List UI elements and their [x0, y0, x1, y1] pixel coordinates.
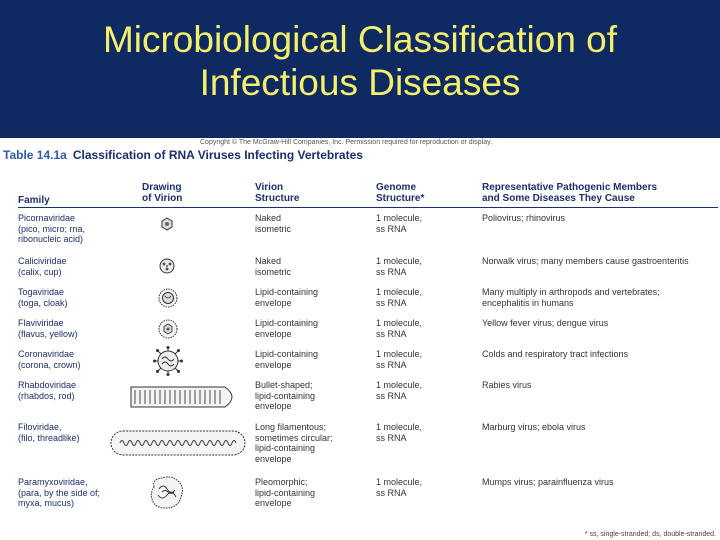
- genome-text: 1 molecule,: [376, 477, 423, 487]
- genome-cell: [376, 256, 422, 277]
- virion-text: Lipid-containing: [255, 349, 319, 359]
- genome-text: ss RNA: [376, 359, 407, 370]
- enveloped-virion-icon: [158, 288, 178, 313]
- virion-text: Lipid-containing: [255, 318, 319, 328]
- virion-cell: [255, 287, 318, 308]
- virion-text: sometimes circular;: [255, 432, 333, 443]
- header-family-label: Family: [18, 195, 50, 206]
- family-etymology: (pico, micro; rna,: [18, 223, 86, 234]
- table-number: Table 14.1a: [3, 148, 67, 162]
- header-drawing-line-1: Drawing: [142, 182, 182, 193]
- members-text: Rabies virus: [482, 380, 532, 390]
- virion-text: envelope: [255, 297, 292, 308]
- members-text: Marburg virus; ebola virus: [482, 422, 586, 432]
- genome-text: ss RNA: [376, 328, 407, 339]
- slide-title-line-2: Infectious Diseases: [199, 62, 521, 103]
- genome-text: ss RNA: [376, 266, 407, 277]
- family-name: Rhabdoviridae: [18, 380, 77, 390]
- family-etymology: myxa, mucus): [18, 498, 75, 508]
- virion-text: envelope: [255, 401, 292, 411]
- family-etymology: (flavus, yellow): [18, 328, 78, 339]
- genome-text: 1 molecule,: [376, 422, 423, 432]
- members-text: Mumps virus; parainfluenza virus: [482, 477, 614, 487]
- genome-cell: [376, 318, 422, 339]
- members-cell: [482, 349, 628, 360]
- family-etymology: (toga, cloak): [18, 297, 68, 308]
- title-band: [0, 0, 720, 138]
- members-text: encephalitis in humans: [482, 297, 574, 308]
- genome-text: ss RNA: [376, 432, 407, 443]
- virion-text: envelope: [255, 453, 292, 464]
- members-cell: [482, 380, 532, 391]
- virion-text: envelope: [255, 328, 292, 339]
- family-name: Filoviridae,: [18, 422, 62, 432]
- genome-text: 1 molecule,: [376, 318, 423, 328]
- genome-text: 1 molecule,: [376, 256, 423, 266]
- genome-text: 1 molecule,: [376, 380, 423, 390]
- genome-cell: [376, 349, 422, 370]
- members-cell: [482, 318, 608, 329]
- virion-cell: [255, 380, 315, 412]
- virion-text: isometric: [255, 223, 292, 234]
- virion-text: lipid-containing: [255, 390, 316, 401]
- members-text: Colds and respiratory tract infections: [482, 349, 629, 359]
- header-genome-line-2: Structure*: [376, 193, 425, 204]
- family-cell: [18, 213, 85, 245]
- virion-cell: [255, 477, 315, 509]
- genome-cell: [376, 380, 422, 401]
- genome-text: 1 molecule,: [376, 213, 423, 223]
- header-members-line-1: Representative Pathogenic Members: [482, 182, 658, 193]
- enveloped-virion-icon: [158, 319, 178, 344]
- virion-cell: [255, 349, 318, 370]
- family-cell: [18, 349, 81, 370]
- cupped-isometric-virion-icon: [159, 258, 175, 279]
- copyright-notice: Copyright © The McGraw-Hill Companies, Inc. Permission required for reproduction or display.: [200, 139, 493, 146]
- virion-cell: [255, 422, 333, 464]
- table-caption: [3, 148, 363, 162]
- header-rule: [18, 207, 718, 208]
- genome-text: 1 molecule,: [376, 349, 423, 359]
- genome-text: ss RNA: [376, 223, 407, 234]
- family-cell: [18, 318, 78, 339]
- virion-text: envelope: [255, 498, 292, 508]
- genome-text: ss RNA: [376, 297, 407, 308]
- virion-text: lipid-containing: [255, 487, 316, 498]
- genome-cell: [376, 213, 422, 234]
- virion-text: lipid-containing: [255, 443, 316, 453]
- header-virion: [255, 182, 299, 204]
- table-footnote: * ss, single-stranded; ds, double-stranded.: [584, 531, 716, 538]
- members-cell: [482, 477, 614, 488]
- virion-text: envelope: [255, 359, 292, 370]
- family-cell: [18, 380, 76, 401]
- bullet-shaped-virion-icon: [129, 385, 241, 414]
- virion-text: Pleomorphic;: [255, 477, 308, 487]
- genome-text: ss RNA: [376, 390, 407, 401]
- family-etymology: (para, by the side of;: [18, 487, 101, 498]
- header-virion-line-1: Virion: [255, 182, 284, 193]
- genome-text: ss RNA: [376, 487, 407, 498]
- header-members: [482, 182, 657, 204]
- virion-text: Bullet-shaped;: [255, 380, 313, 390]
- family-name: Paramyxoviridae,: [18, 477, 88, 487]
- members-text: Poliovirus; rhinovirus: [482, 213, 566, 223]
- members-cell: [482, 287, 660, 308]
- virion-cell: [255, 318, 318, 339]
- family-cell: [18, 256, 67, 277]
- members-text: Norwalk virus; many members cause gastroenteritis: [482, 256, 689, 266]
- virion-cell: [255, 256, 291, 277]
- virion-text: Naked: [255, 256, 282, 266]
- crowned-virion-icon: [152, 345, 184, 382]
- family-name: Flaviviridae: [18, 318, 64, 328]
- family-etymology: (corona, crown): [18, 359, 81, 370]
- genome-cell: [376, 422, 422, 443]
- header-genome-line-1: Genome: [376, 182, 417, 193]
- slide-title: [0, 0, 720, 104]
- genome-cell: [376, 287, 422, 308]
- virion-text: Lipid-containing: [255, 287, 319, 297]
- filamentous-virion-icon: [110, 430, 246, 461]
- genome-text: 1 molecule,: [376, 287, 423, 297]
- family-etymology: (calix, cup): [18, 266, 62, 277]
- header-members-line-2: and Some Diseases They Cause: [482, 193, 635, 204]
- family-name: Caliciviridae: [18, 256, 67, 266]
- virion-text: Naked: [255, 213, 282, 223]
- members-cell: [482, 422, 586, 433]
- pleomorphic-virion-icon: [148, 475, 186, 516]
- family-cell: [18, 477, 100, 509]
- family-etymology: (rhabdos, rod): [18, 390, 75, 401]
- header-drawing-line-2: of Virion: [142, 193, 183, 204]
- small-isometric-virion-icon: [160, 217, 174, 236]
- slide-title-line-1: Microbiological Classification of: [102, 19, 618, 60]
- family-cell: [18, 422, 80, 443]
- virion-cell: [255, 213, 291, 234]
- family-cell: [18, 287, 68, 308]
- members-cell: [482, 256, 689, 267]
- family-name: Togaviridae: [18, 287, 65, 297]
- genome-cell: [376, 477, 422, 498]
- virion-text: isometric: [255, 266, 292, 277]
- members-text: Many multiply in arthropods and vertebrates;: [482, 287, 660, 297]
- members-text: Yellow fever virus; dengue virus: [482, 318, 609, 328]
- family-name: Picornaviridae: [18, 213, 76, 223]
- family-etymology: ribonucleic acid): [18, 234, 84, 244]
- table-title: Classification of RNA Viruses Infecting Vertebrates: [72, 148, 363, 162]
- virion-text: Long filamentous;: [255, 422, 327, 432]
- members-cell: [482, 213, 565, 224]
- family-name: Coronaviridae: [18, 349, 75, 359]
- header-genome: [376, 182, 424, 204]
- family-etymology: (filo, threadlike): [18, 432, 80, 443]
- header-family: [18, 195, 50, 206]
- header-drawing: [142, 182, 182, 204]
- header-virion-line-2: Structure: [255, 193, 300, 204]
